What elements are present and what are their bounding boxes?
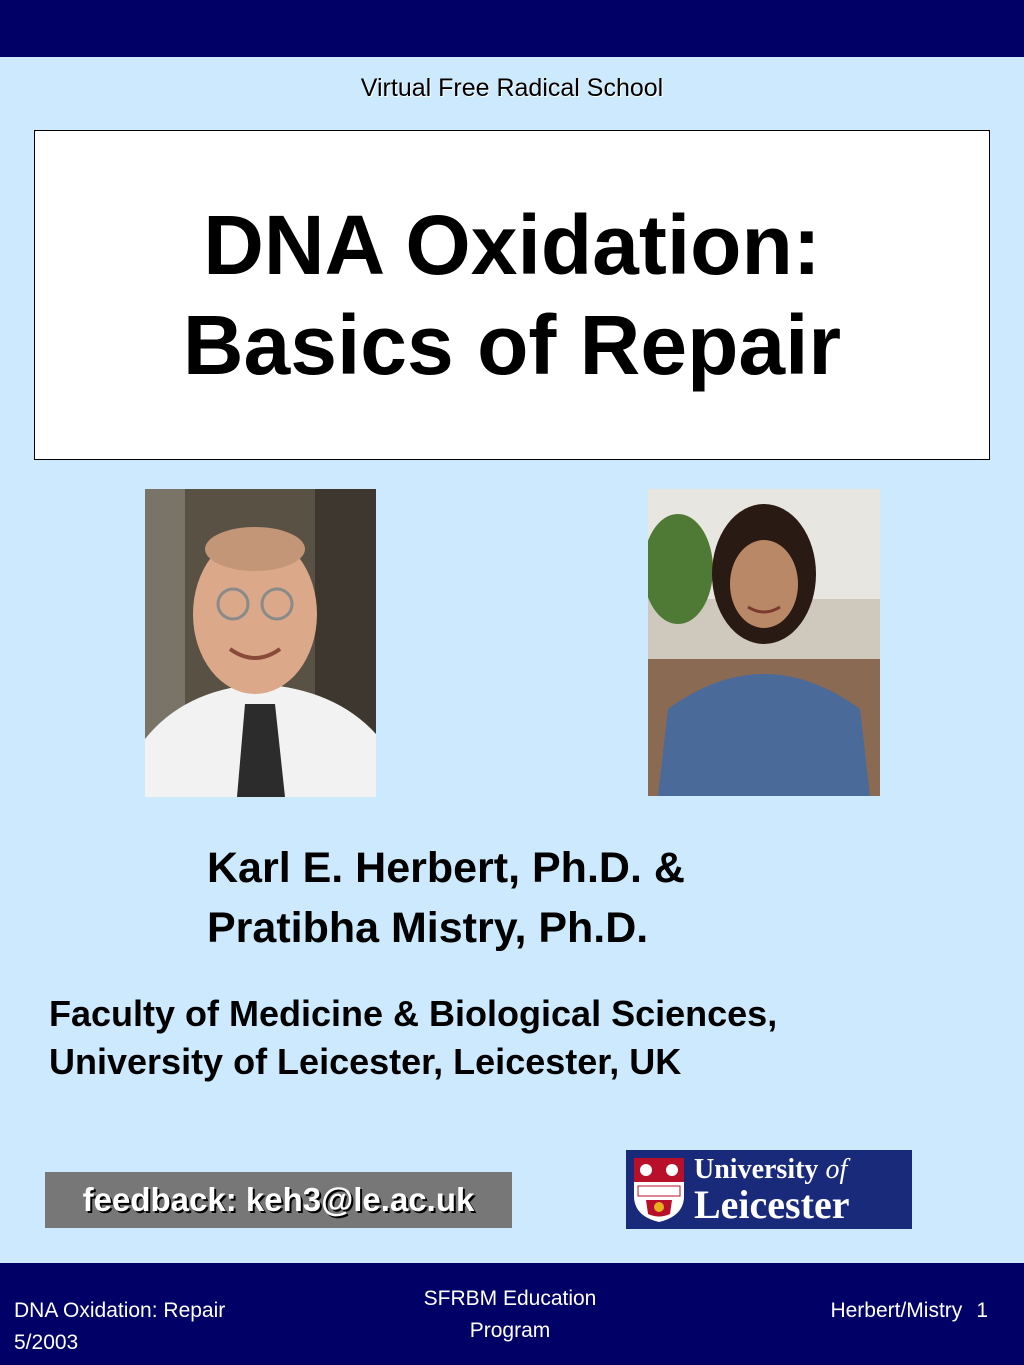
logo-wordmark xyxy=(694,1155,849,1225)
school-name: Virtual Free Radical School xyxy=(360,74,664,102)
slide-title xyxy=(183,195,841,395)
logo-leicester: Leicester xyxy=(694,1181,850,1227)
footer-authors: Herbert/Mistry xyxy=(830,1299,963,1322)
authors-line-2: Pratibha Mistry, Ph.D. xyxy=(207,904,649,952)
logo-of: of xyxy=(825,1153,848,1185)
footer-center xyxy=(380,1283,640,1347)
title-box xyxy=(34,130,990,460)
university-shield-icon xyxy=(632,1156,686,1224)
title-line-2: Basics of Repair xyxy=(182,298,842,392)
affiliation-line-2: University of Leicester, Leicester, UK xyxy=(49,1041,682,1082)
footer-date: 5/2003 xyxy=(14,1331,79,1354)
top-banner xyxy=(0,0,1024,57)
authors-line-1: Karl E. Herbert, Ph.D. & xyxy=(207,844,685,892)
footer-program-line-1: SFRBM Education xyxy=(423,1287,597,1310)
footer-slide-topic: DNA Oxidation: Repair xyxy=(14,1299,226,1322)
title-line-1: DNA Oxidation: xyxy=(203,198,821,292)
footer-right xyxy=(830,1295,988,1327)
portrait-photo-herbert xyxy=(145,489,376,797)
footer-left xyxy=(14,1295,225,1359)
footer-program-line-2: Program xyxy=(469,1319,551,1342)
affiliation xyxy=(49,990,777,1086)
footer-bar xyxy=(0,1263,1024,1365)
logo-university: University xyxy=(694,1153,819,1185)
university-logo xyxy=(626,1150,912,1229)
feedback-email-link[interactable]: feedback: keh3@le.ac.uk xyxy=(45,1172,512,1228)
authors xyxy=(207,838,685,958)
affiliation-line-1: Faculty of Medicine & Biological Sciences, xyxy=(49,993,778,1034)
portrait-photo-mistry xyxy=(648,489,880,796)
page-number: 1 xyxy=(976,1299,988,1322)
